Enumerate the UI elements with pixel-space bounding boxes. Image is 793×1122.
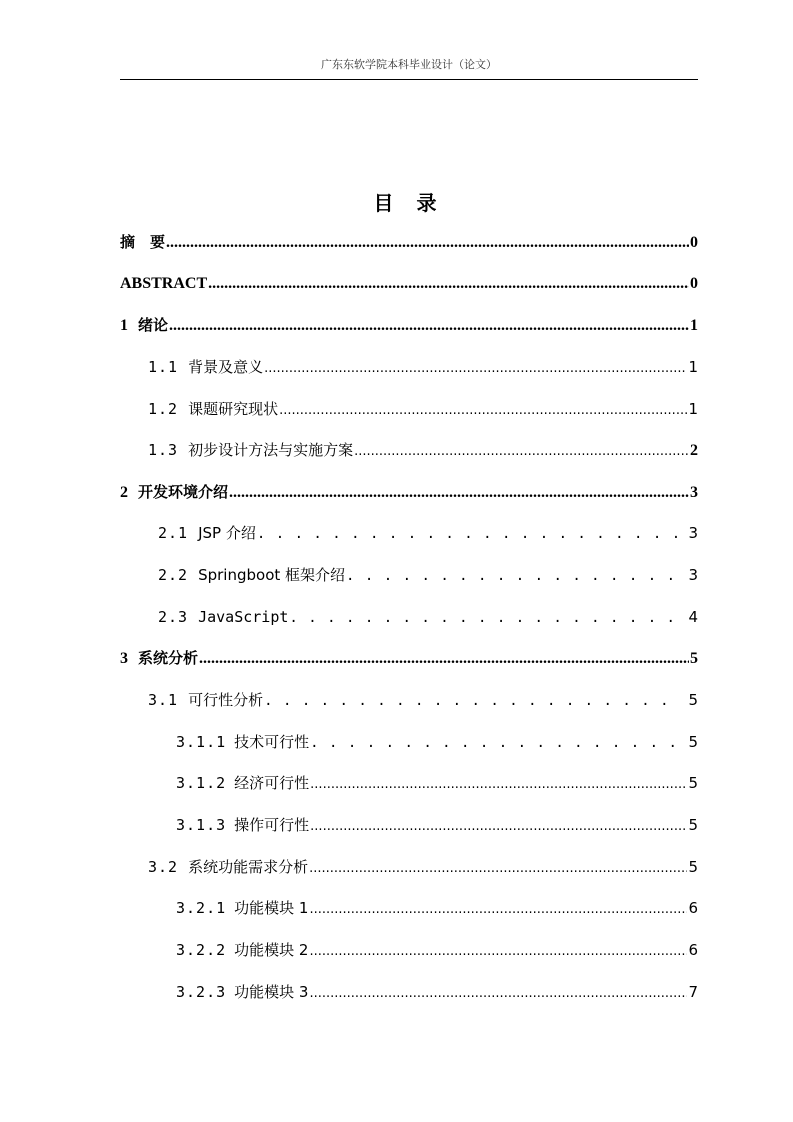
- toc-entry-label: 摘 要: [120, 233, 166, 251]
- toc-leader: [309, 899, 687, 919]
- toc-entry-number: 3.1.1: [176, 733, 227, 751]
- toc-entry-number: 1: [120, 317, 128, 334]
- toc-leader: [309, 983, 687, 1003]
- toc-leader: [166, 232, 689, 253]
- toc-title: 目 录: [373, 191, 445, 215]
- toc-entry-label: 技术可行性: [234, 733, 310, 751]
- toc-entry-page: 3: [690, 484, 698, 501]
- toc-entry-label: JavaScript: [198, 608, 289, 626]
- toc-entry-3-2-3[interactable]: [176, 981, 698, 1003]
- toc-entry-number: 3: [120, 650, 128, 667]
- toc-entry-2-2[interactable]: [158, 564, 698, 586]
- toc-entry-label: 初步设计方法与实施方案: [188, 441, 354, 459]
- toc-entry-number: 2.3: [158, 608, 189, 626]
- toc-entry-label: JSP 介绍: [198, 524, 256, 542]
- toc-entry-number: 3.2: [148, 858, 179, 876]
- toc-entry-number: 3.2.1: [176, 899, 227, 917]
- toc-leader: [199, 648, 689, 669]
- toc-entry-1-3[interactable]: [148, 439, 698, 461]
- toc-entry-1-2[interactable]: [148, 398, 698, 420]
- toc-entry-3-1-1[interactable]: [176, 731, 698, 753]
- toc-entry-page: 2: [690, 442, 698, 459]
- toc-entry-page: 5: [690, 650, 698, 667]
- toc-entry-number: 3.1.2: [176, 774, 227, 792]
- toc-entry-chapter-3[interactable]: [120, 647, 698, 669]
- toc-entry-page: 3: [688, 524, 698, 542]
- toc-entry-page: 7: [688, 983, 698, 1001]
- toc-entry-number: 2.2: [158, 566, 189, 584]
- toc-entry-label: Springboot 框架介绍: [198, 566, 346, 584]
- toc-entry-number: 1.3: [148, 441, 179, 459]
- toc-entry-label: 绪论: [138, 316, 169, 334]
- toc-leader: [354, 441, 689, 461]
- toc-entry-label: 课题研究现状: [188, 400, 279, 418]
- toc-entry-3-1-2[interactable]: [176, 772, 698, 794]
- toc-entry-page: 6: [688, 941, 698, 959]
- toc-leader: [279, 400, 687, 420]
- toc-entry-number: 3.2.2: [176, 941, 227, 959]
- toc-entry-label: 经济可行性: [234, 774, 310, 792]
- toc-entry-2-3[interactable]: [158, 606, 698, 628]
- toc-entry-label: 可行性分析: [188, 691, 264, 709]
- toc-entry-label: 功能模块 2: [234, 941, 309, 959]
- toc-leader: [208, 273, 689, 295]
- toc-entry-abstract-en[interactable]: [120, 273, 698, 295]
- toc-entry-label: 操作可行性: [234, 816, 310, 834]
- toc-entry-page: 5: [688, 733, 698, 751]
- toc-leader: [310, 732, 677, 753]
- toc-entry-label: 背景及意义: [188, 358, 264, 376]
- toc-entry-label: 功能模块 1: [234, 899, 309, 917]
- toc-entry-page: 0: [690, 234, 698, 251]
- toc-entry-3-1[interactable]: [148, 689, 698, 711]
- toc-entry-3-1-3[interactable]: [176, 814, 698, 836]
- toc-leader: [289, 607, 677, 628]
- toc-leader: [169, 315, 689, 336]
- toc-entry-page: 5: [688, 691, 698, 709]
- toc-entry-1-1[interactable]: [148, 356, 698, 378]
- toc-entry-abstract-cn[interactable]: [120, 231, 698, 253]
- toc-entry-number: 2: [120, 484, 128, 501]
- toc-entry-page: 5: [688, 816, 698, 834]
- toc-leader: [309, 941, 687, 961]
- toc-leader: [229, 482, 689, 503]
- toc-entry-number: 3.1.3: [176, 816, 227, 834]
- toc-entry-page: 0: [690, 275, 698, 292]
- toc-entry-page: 6: [688, 899, 698, 917]
- toc-entry-page: 1: [688, 400, 698, 418]
- toc-entry-page: 5: [688, 774, 698, 792]
- toc-entry-2-1[interactable]: [158, 522, 698, 544]
- toc-leader: [309, 858, 687, 878]
- header-divider: [120, 79, 698, 80]
- toc-entry-page: 1: [690, 317, 698, 334]
- toc-entry-number: 1.2: [148, 400, 179, 418]
- toc-entry-page: 5: [688, 858, 698, 876]
- toc-leader: [310, 774, 687, 794]
- toc-leader: [264, 358, 687, 378]
- toc-entry-label: 开发环境介绍: [138, 483, 229, 501]
- toc-entry-number: 2.1: [158, 524, 189, 542]
- toc-leader: [257, 523, 678, 544]
- toc-leader: [310, 816, 687, 836]
- toc-entry-label: ABSTRACT: [120, 275, 208, 292]
- toc-entry-label: 系统分析: [138, 649, 199, 667]
- toc-entry-label: 功能模块 3: [234, 983, 309, 1001]
- toc-entry-label: 系统功能需求分析: [188, 858, 309, 876]
- toc-entry-number: 1.1: [148, 358, 179, 376]
- toc-entry-chapter-2[interactable]: [120, 481, 698, 503]
- toc-entry-number: 3.1: [148, 691, 179, 709]
- toc-entry-chapter-1[interactable]: [120, 314, 698, 336]
- toc-entry-3-2-1[interactable]: [176, 897, 698, 919]
- toc-entry-3-2-2[interactable]: [176, 939, 698, 961]
- toc-entry-page: 1: [688, 358, 698, 376]
- toc-entry-page: 3: [688, 566, 698, 584]
- page-header: 广东东软学院本科毕业设计（论文）: [321, 58, 497, 71]
- toc-leader: [346, 565, 677, 586]
- toc-entry-page: 4: [688, 608, 698, 626]
- toc-leader: [264, 690, 677, 711]
- toc-entry-3-2[interactable]: [148, 856, 698, 878]
- toc-entry-number: 3.2.3: [176, 983, 227, 1001]
